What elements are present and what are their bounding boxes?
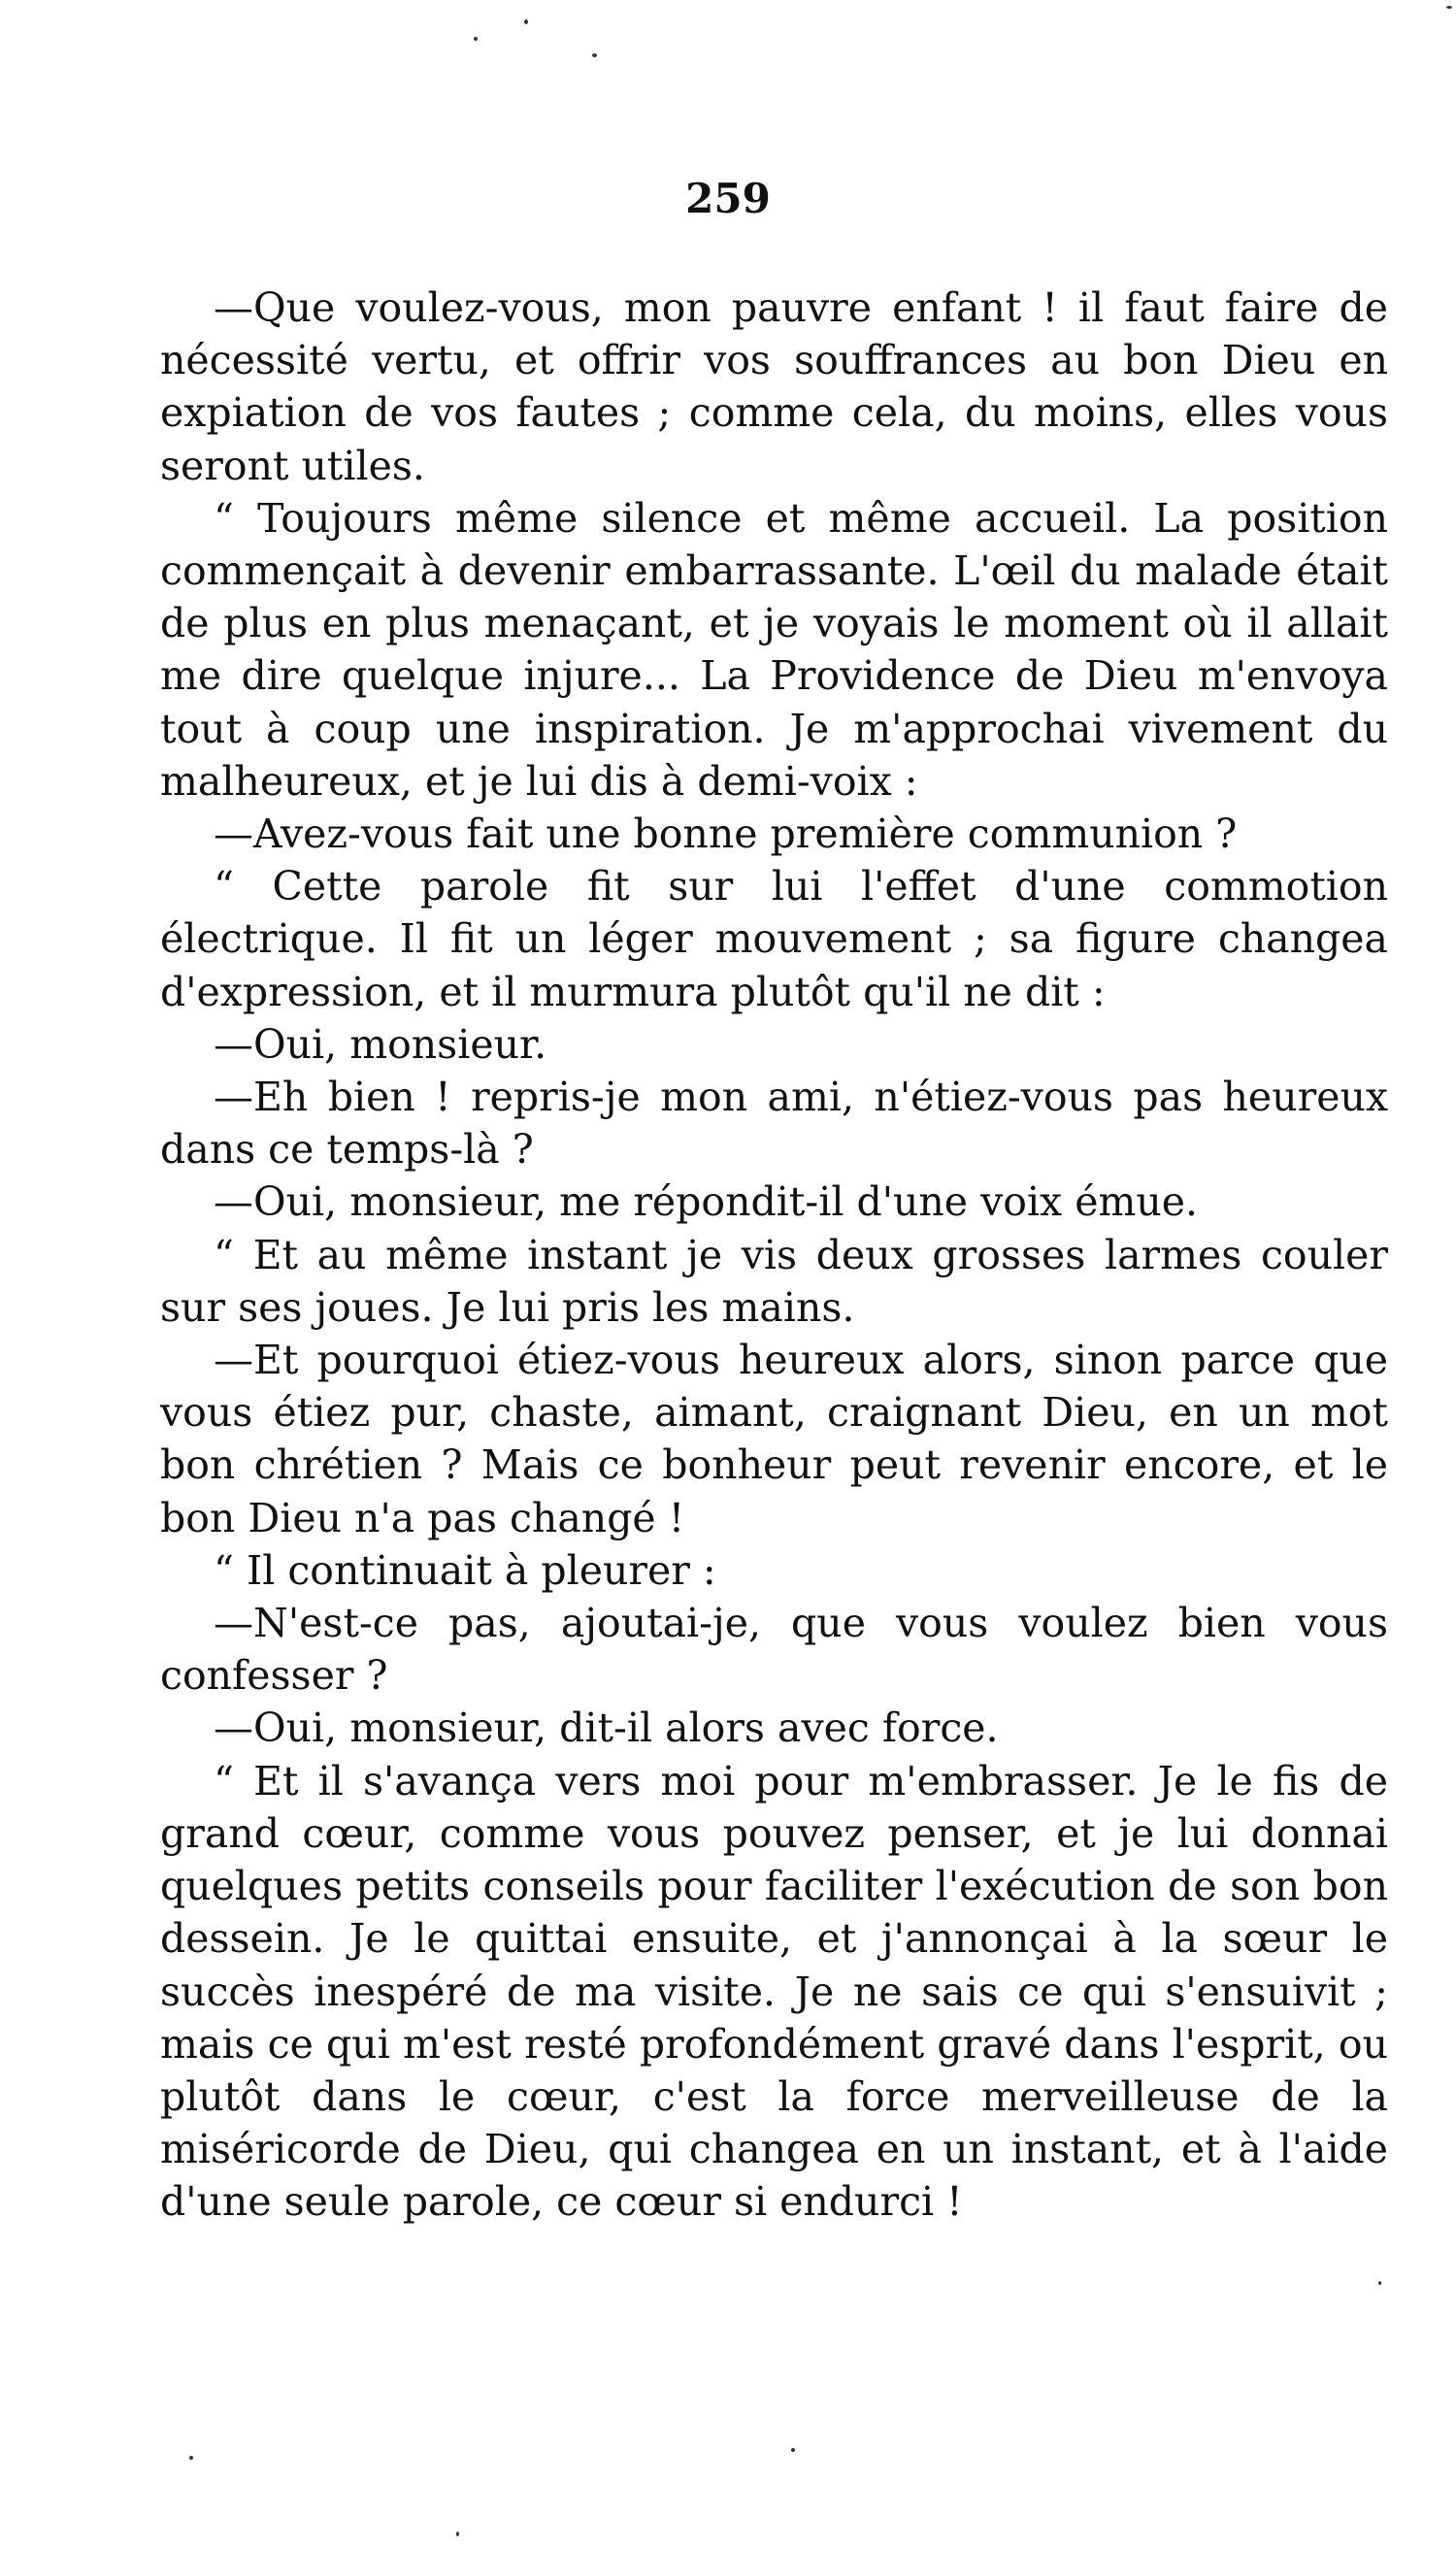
paragraph: “ Cette parole fit sur lui l'effet d'une commotion électrique. Il fit un léger mouvement ; sa figure changea d'expression, et il murmura plutôt qu'il ne dit : xyxy=(160,863,1388,1015)
paragraph: —Oui, monsieur. xyxy=(214,1020,547,1068)
paragraph: “ Et au même instant je vis deux grosses larmes couler sur ses joues. Je lui pris les mains. xyxy=(160,1231,1388,1331)
ink-speck xyxy=(474,37,478,41)
paragraph: —Que voulez-vous, mon pauvre enfant ! il faut faire de nécessité vertu, et offrir vos souffrances au bon Dieu en expiation de vos fautes ; comme cela, du moins, elles vous seront utiles. xyxy=(160,284,1388,489)
paragraph: —N'est-ce pas, ajoutai-je, que vous voulez bien vous confesser ? xyxy=(160,1600,1388,1700)
paragraph: “ Il continuait à pleurer : xyxy=(214,1546,716,1594)
page-number: 259 xyxy=(685,175,771,222)
ink-speck xyxy=(456,2532,459,2536)
paragraph: “ Et il s'avança vers moi pour m'embrasser. Je le fis de grand cœur, comme vous pouvez penser, et je lui donnai quelques petits conseils pour faciliter l'exécution de son bon dessein. Je le quittai ensuite, et j'annonçai à la sœur le succès inespéré de ma visite. Je ne sais ce qui s'ensuivit ; mais ce qui m'est resté profondément gravé dans l'esprit, ou plutôt dans le cœur, c'est la force merveilleuse de la miséricorde de Dieu, qui changea en un instant, et à l'aide d'une seule parole, ce cœur si endurci ! xyxy=(160,1757,1388,2226)
paragraph: —Et pourquoi étiez-vous heureux alors, sinon parce que vous étiez pur, chaste, aimant, craignant Dieu, en un mot bon chrétien ? Mais ce bonheur peut revenir encore, et le bon Dieu n'a pas changé ! xyxy=(160,1337,1388,1541)
ink-speck xyxy=(592,53,597,57)
ink-speck xyxy=(791,2448,795,2452)
paragraph: —Oui, monsieur, me répondit-il d'une voix émue. xyxy=(214,1178,1199,1226)
paragraph: —Avez-vous fait une bonne première communion ? xyxy=(214,811,1238,858)
body-text xyxy=(160,281,1388,2229)
paragraph: —Oui, monsieur, dit-il alors avec force. xyxy=(214,1705,999,1752)
paragraph: “ Toujours même silence et même accueil. La position commençait à devenir embarrassante. L'œil du malade était de plus en plus menaçant, et je voyais le moment où il allait me dire quelque injure... La Providence de Dieu m'envoya tout à coup une inspiration. Je m'approchai vivement du malheureux, et je lui dis à demi-voix : xyxy=(160,494,1388,805)
ink-speck xyxy=(1446,6,1452,9)
paragraph: —Eh bien ! repris-je mon ami, n'étiez-vous pas heureux dans ce temps-là ? xyxy=(160,1074,1388,1174)
ink-speck xyxy=(1378,2281,1381,2285)
ink-speck xyxy=(189,2456,193,2460)
ink-speck xyxy=(524,19,528,24)
